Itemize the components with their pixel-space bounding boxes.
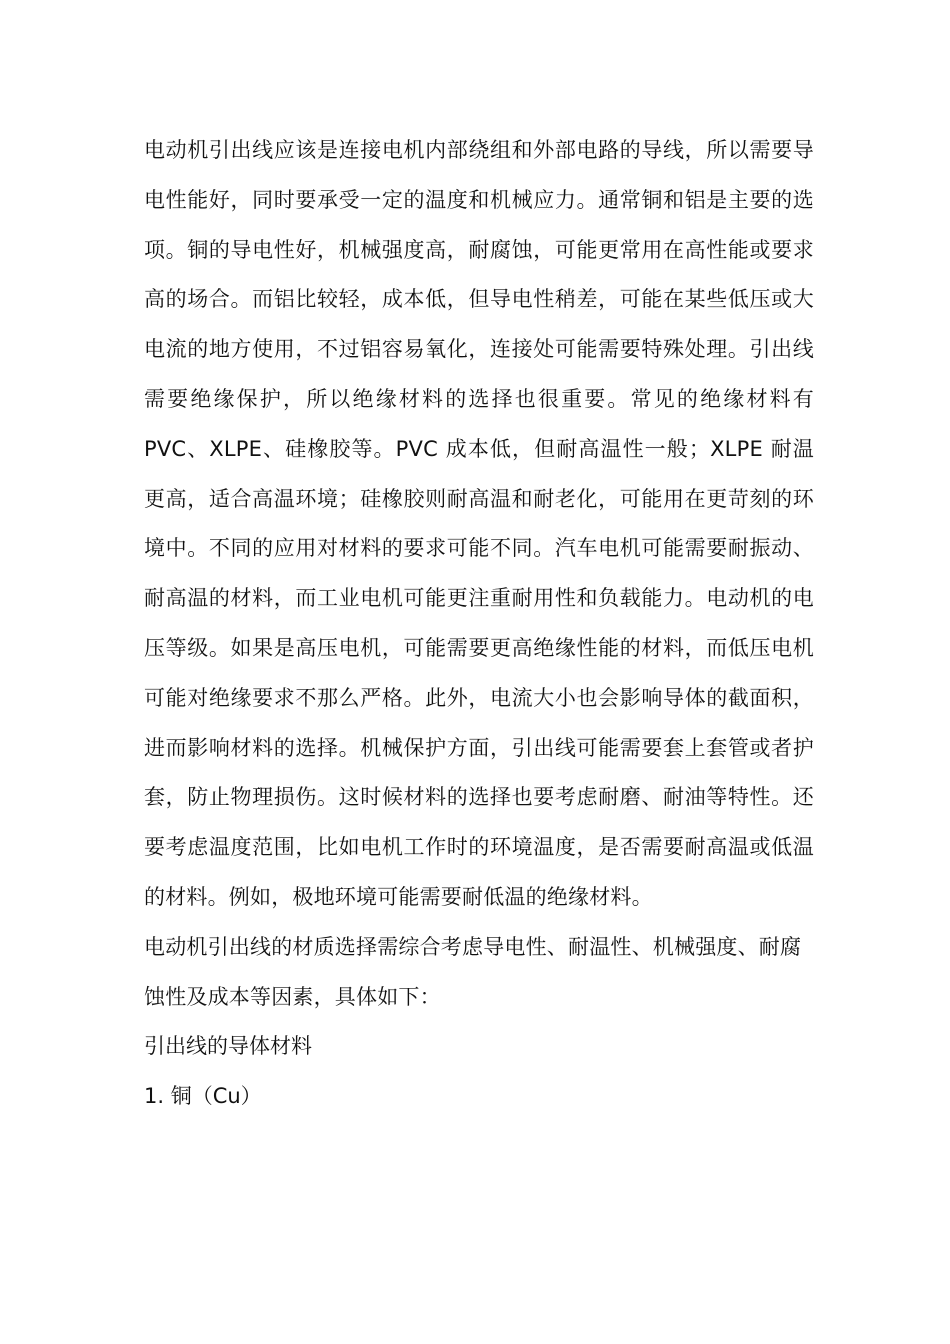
summary-paragraph: 电动机引出线的材质选择需综合考虑导电性、耐温性、机械强度、耐腐蚀性及成本等因素，具体如下： — [144, 934, 802, 1009]
section-heading: 引出线的导体材料 — [144, 1034, 312, 1059]
intro-paragraph: 电动机引出线应该是连接电机内部绕组和外部电路的导线，所以需要导电性能好，同时要承受一定的温度和机械应力。通常铜和铝是主要的选项。铜的导电性好，机械强度高，耐腐蚀，可能更常用在高性能或要求高的场合。而铝比较轻，成本低，但导电性稍差，可能在某些低压或大电流的地方使用，不过铝容易氧化，连接处可能需要特殊处理。引出线需要绝缘保护，所以绝缘材料的选择也很重要。常见的绝缘材料有 PVC、XLPE、硅橡胶等。PVC 成本低，但耐高温性一般；XLPE 耐温更高，适合高温环境；硅橡胶则耐高温和耐老化，可能用在更苛刻的环境中。不同的应用对材料的要求可能不同。汽车电机可能需要耐振动、耐高温的材料，而工业电机可能更注重耐用性和负载能力。电动机的电压等级。如果是高压电机，可能需要更高绝缘性能的材料，而低压电机可能对绝缘要求不那么严格。此外，电流大小也会影响导体的截面积，进而影响材料的选择。机械保护方面，引出线可能需要套上套管或者护套，防止物理损伤。这时候材料的选择也要考虑耐磨、耐油等特性。还要考虑温度范围，比如电机工作时的环境温度，是否需要耐高温或低温的材料。例如，极地环境可能需要耐低温的绝缘材料。 — [144, 138, 814, 909]
list-item-copper: 1. 铜（Cu） — [144, 1084, 262, 1109]
document-body — [144, 126, 814, 1122]
